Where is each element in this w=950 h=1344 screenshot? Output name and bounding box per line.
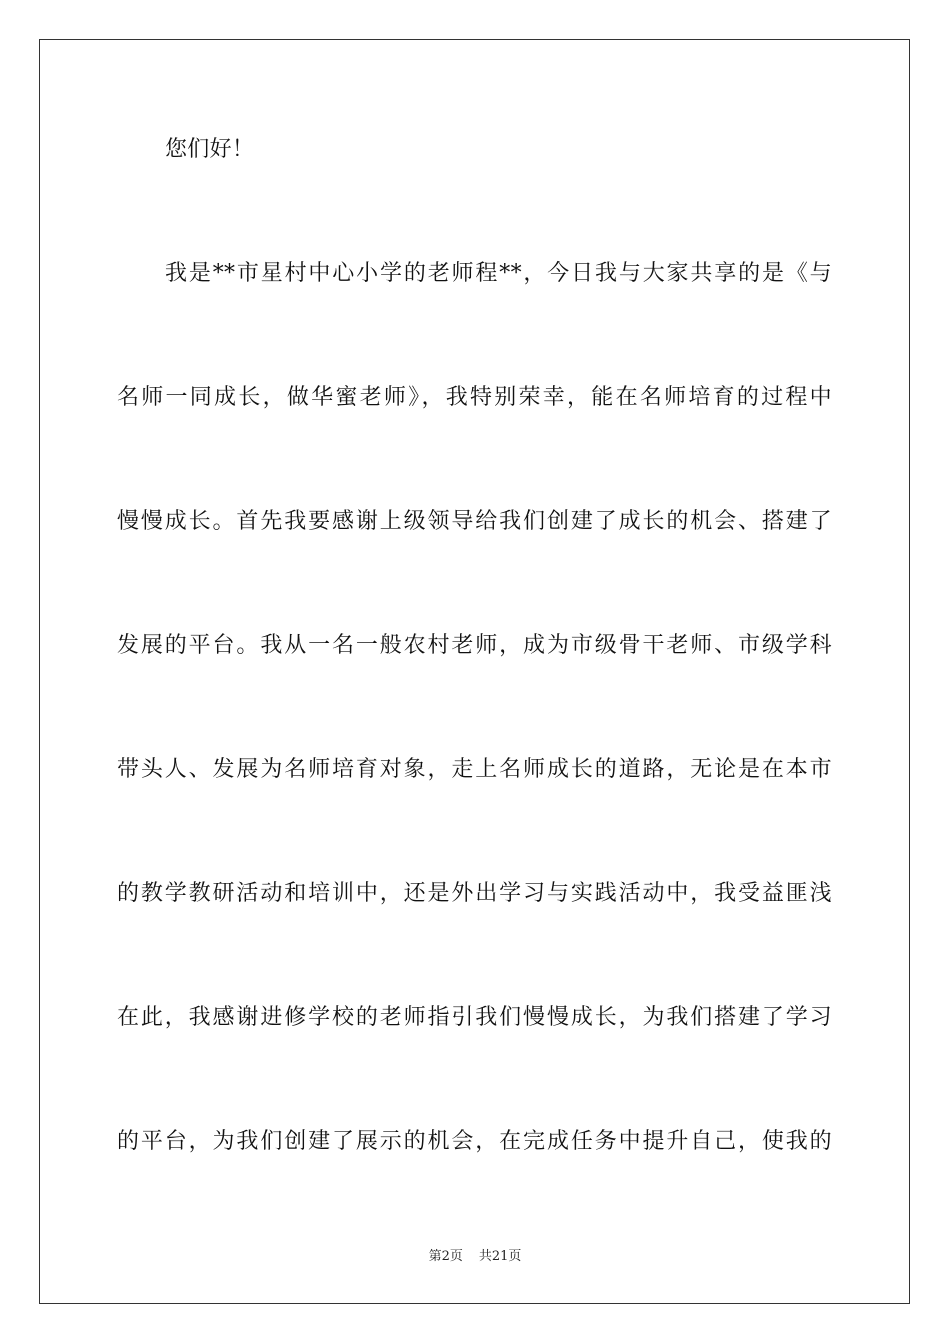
salutation: 您们好！ (165, 137, 255, 162)
page-frame (39, 39, 910, 1304)
paragraph-line-1: 我是**市星村中心小学的老师程**，今日我与大家共享的是《与 (165, 261, 832, 286)
paragraph-line-7: 在此，我感谢进修学校的老师指引我们慢慢成长，为我们搭建了学习 (117, 1005, 832, 1030)
page-footer (0, 1248, 950, 1266)
paragraph-line-8: 的平台，为我们创建了展示的机会，在完成任务中提升自己，使我的 (117, 1129, 832, 1154)
page-number: 第2页 (428, 1249, 463, 1264)
paragraph-line-6: 的教学教研活动和培训中，还是外出学习与实践活动中，我受益匪浅 (117, 881, 832, 906)
paragraph-line-5: 带头人、发展为名师培育对象，走上名师成长的道路，无论是在本市 (117, 757, 832, 782)
paragraph-line-3: 慢慢成长。首先我要感谢上级领导给我们创建了成长的机会、搭建了 (117, 509, 832, 534)
paragraph-line-2: 名师一同成长，做华蜜老师》，我特别荣幸，能在名师培育的过程中 (117, 385, 832, 410)
paragraph-line-4: 发展的平台。我从一名一般农村老师，成为市级骨干老师、市级学科 (117, 633, 832, 658)
page-total: 共21页 (478, 1249, 522, 1264)
